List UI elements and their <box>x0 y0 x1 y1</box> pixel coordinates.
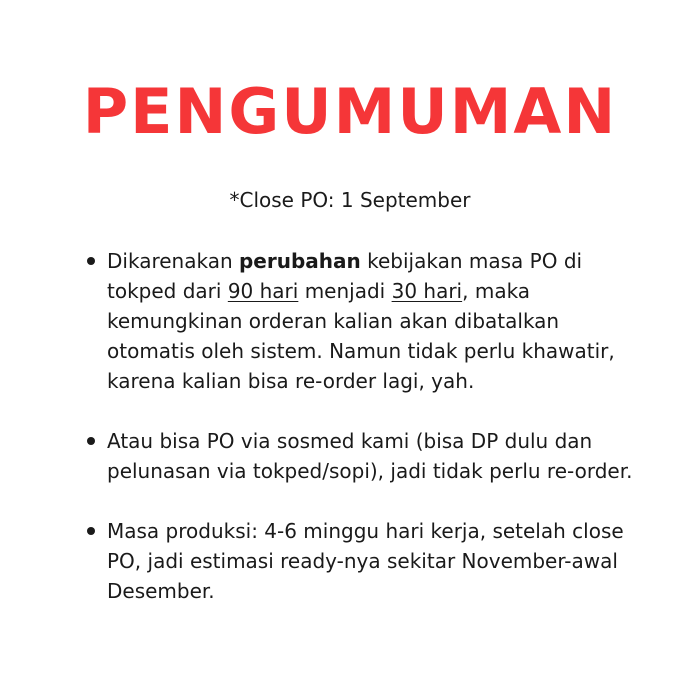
bullet-text: Masa produksi: 4-6 minggu hari kerja, setelah close PO, jadi estimasi ready-nya sekitar November-awal Desember. <box>107 519 624 603</box>
text-segment: Dikarenakan <box>107 249 239 273</box>
bullet-item-policy-change <box>85 246 645 396</box>
underlined-text: 90 hari <box>227 279 299 303</box>
text-segment: menjadi <box>298 279 392 303</box>
announcement-list <box>85 246 645 606</box>
text-segment: , maka kemungkinan orderan kalian akan dibatalkan otomatis oleh sistem. Namun tidak perlu khawatir, karena kalian bisa re-order lagi, yah. <box>107 279 615 393</box>
bullet-text <box>107 249 615 393</box>
bullet-item-sosmed-po <box>85 426 645 486</box>
close-po-date: *Close PO: 1 September <box>229 188 471 212</box>
bullet-dot-icon <box>87 527 95 535</box>
emphasis-text: perubahan <box>238 249 361 273</box>
bullet-dot-icon <box>87 437 95 445</box>
bullet-item-production-time <box>85 516 645 606</box>
text-segment: kebijakan masa PO di tokped dari <box>107 249 583 303</box>
bullet-dot-icon <box>87 257 95 265</box>
announcement-title: PENGUMUMAN <box>82 75 618 148</box>
underlined-text: 30 hari <box>391 279 463 303</box>
bullet-text: Atau bisa PO via sosmed kami (bisa DP dulu dan pelunasan via tokped/sopi), jadi tidak perlu re-order. <box>107 429 633 483</box>
